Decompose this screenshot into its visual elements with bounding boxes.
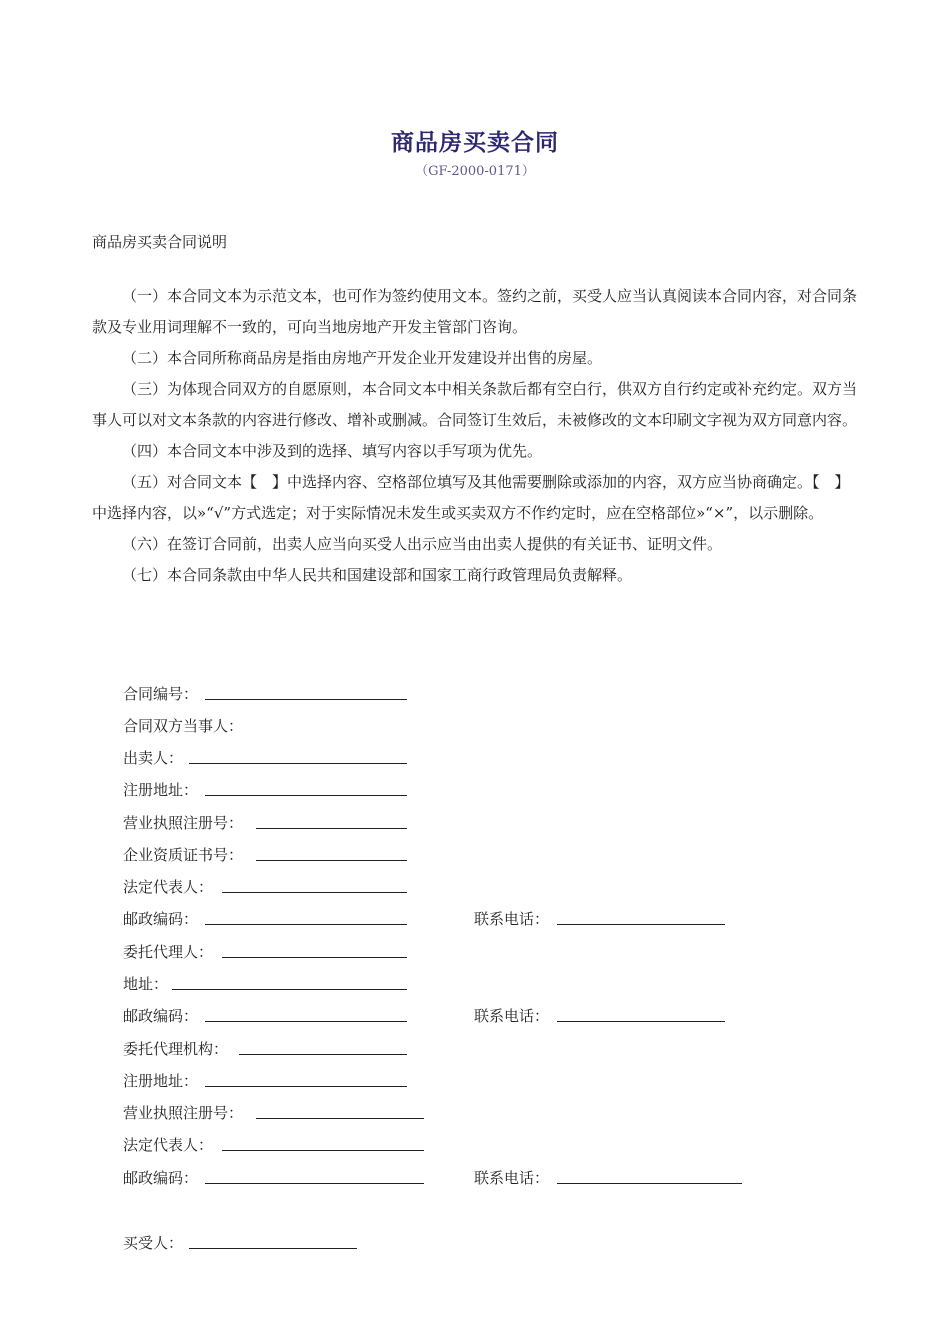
seller-postcode-label: 邮政编码：	[123, 910, 199, 928]
instructions	[92, 281, 862, 591]
document-title: 商品房买卖合同	[391, 129, 559, 156]
seller-license-blank[interactable]	[256, 828, 407, 829]
agent-blank[interactable]	[222, 957, 407, 958]
seller-phone-blank[interactable]	[557, 924, 725, 925]
agency-phone-label: 联系电话：	[474, 1169, 550, 1187]
agency-postcode-label: 邮政编码：	[123, 1169, 199, 1187]
paragraph-4: （四）本合同文本中涉及到的选择、填写内容以手写项为优先。	[122, 442, 543, 460]
agency-phone-blank[interactable]	[557, 1183, 742, 1184]
contract-number-label: 合同编号：	[123, 685, 199, 703]
agency-reg-address-label: 注册地址：	[123, 1072, 199, 1090]
paragraph-2: （二）本合同所称商品房是指由房地产开发企业开发建设并出售的房屋。	[122, 349, 603, 367]
seller-reg-address-blank[interactable]	[205, 795, 407, 796]
agent-postcode-label: 邮政编码：	[123, 1007, 199, 1025]
agency-license-label: 营业执照注册号：	[123, 1104, 244, 1122]
seller-legal-rep-label: 法定代表人：	[123, 878, 214, 896]
section-heading: 商品房买卖合同说明	[92, 233, 228, 251]
agency-postcode-blank[interactable]	[205, 1183, 424, 1184]
buyer-blank[interactable]	[189, 1248, 357, 1249]
seller-qualification-label: 企业资质证书号：	[123, 846, 244, 864]
paragraph-6: （六）在签订合同前，出卖人应当向买受人出示应当由出卖人提供的有关证书、证明文件。	[122, 535, 723, 553]
agent-phone-blank[interactable]	[557, 1021, 725, 1022]
seller-postcode-blank[interactable]	[205, 924, 407, 925]
seller-qualification-blank[interactable]	[256, 860, 407, 861]
contract-number-blank[interactable]	[205, 699, 407, 700]
agency-label: 委托代理机构：	[123, 1040, 229, 1058]
agent-label: 委托代理人：	[123, 943, 214, 961]
agent-phone-label: 联系电话：	[474, 1007, 550, 1025]
agency-reg-address-blank[interactable]	[205, 1086, 407, 1087]
seller-license-label: 营业执照注册号：	[123, 814, 244, 832]
seller-legal-rep-blank[interactable]	[222, 892, 407, 893]
agency-legal-rep-blank[interactable]	[222, 1150, 424, 1151]
seller-phone-label: 联系电话：	[474, 910, 550, 928]
paragraph-7: （七）本合同条款由中华人民共和国建设部和国家工商行政管理局负责解释。	[122, 566, 633, 584]
agency-license-blank[interactable]	[256, 1118, 424, 1119]
agency-legal-rep-label: 法定代表人：	[123, 1136, 214, 1154]
buyer-label: 买受人：	[123, 1234, 184, 1252]
agent-postcode-blank[interactable]	[205, 1021, 407, 1022]
seller-reg-address-label: 注册地址：	[123, 781, 199, 799]
seller-blank[interactable]	[189, 763, 407, 764]
parties-label: 合同双方当事人：	[123, 717, 244, 735]
agent-address-blank[interactable]	[172, 989, 407, 990]
seller-label: 出卖人：	[123, 749, 184, 767]
paragraph-3: （三）为体现合同双方的自愿原则，本合同文本中相关条款后都有空白行，供双方自行约定或补充约定。双方当事人可以对文本条款的内容进行修改、增补或删减。合同签订生效后，未被修改的文本印刷文字视为双方同意内容。	[92, 380, 858, 429]
agency-blank[interactable]	[239, 1054, 407, 1055]
document-code: （GF-2000-0171）	[415, 164, 535, 179]
paragraph-1: （一）本合同文本为示范文本，也可作为签约使用文本。签约之前，买受人应当认真阅读本合同内容，对合同条款及专业用词理解不一致的，可向当地房地产开发主管部门咨询。	[92, 287, 858, 336]
agent-address-label: 地址：	[123, 975, 169, 993]
paragraph-5: （五）对合同文本【 】中选择内容、空格部位填写及其他需要删除或添加的内容，双方应当协商确定。【 】中选择内容，以»“√”方式选定；对于实际情况未发生或买卖双方不作约定时，应在空格部位»“×”，以示删除。	[92, 473, 850, 522]
